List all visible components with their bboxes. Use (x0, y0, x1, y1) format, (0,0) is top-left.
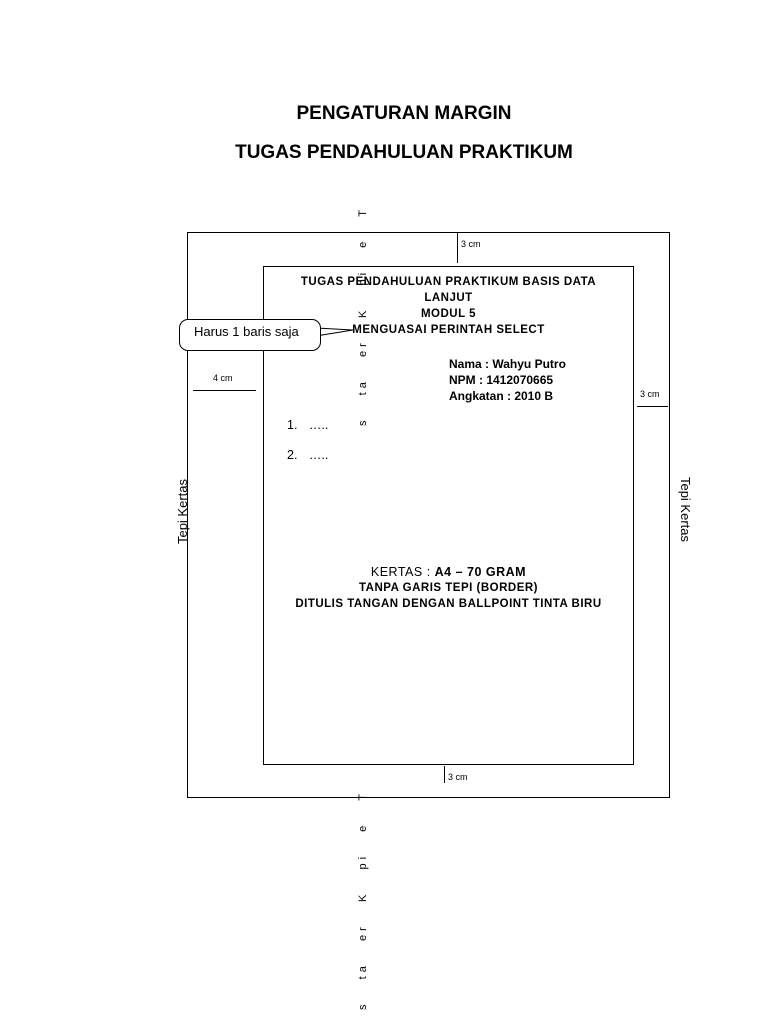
module-label: MODUL 5 (420, 308, 477, 320)
bottom-margin-line (444, 766, 445, 783)
edge-label-left: Tepi Kertas (175, 478, 191, 545)
paper-spec-value: A4 – 70 GRAM (434, 565, 527, 579)
paper-spec (263, 565, 634, 579)
course-title-line1: TUGAS PENDAHULUAN PRAKTIKUM BASIS DATA (300, 276, 597, 288)
list-item (287, 418, 328, 432)
bottom-margin-label: 3 cm (448, 772, 468, 782)
border-note: TANPA GARIS TEPI (BORDER) (358, 582, 539, 594)
edge-label-top: s ta er K pi e T (357, 206, 369, 427)
list-item-number: 2. (287, 448, 298, 462)
callout-note: Harus 1 baris saja (179, 319, 321, 351)
top-margin-label: 3 cm (461, 239, 481, 249)
left-margin-label: 4 cm (213, 373, 233, 383)
edge-label-right: Tepi Kertas (678, 476, 694, 543)
top-margin-line (457, 233, 458, 263)
ink-note: DITULIS TANGAN DENGAN BALLPOINT TINTA BIRU (295, 598, 602, 610)
page-subtitle: TUGAS PENDAHULUAN PRAKTIKUM (235, 142, 573, 163)
list-item (287, 448, 328, 462)
list-item-text: ….. (308, 418, 329, 432)
student-npm: NPM : 1412070665 (449, 373, 554, 387)
paper-spec-label: KERTAS : (370, 565, 435, 579)
list-item-number: 1. (287, 418, 298, 432)
student-angkatan: Angkatan : 2010 B (449, 389, 554, 403)
course-title-line2: LANJUT (424, 292, 473, 304)
right-margin-label: 3 cm (640, 389, 660, 399)
left-margin-line (193, 390, 256, 391)
page-title: PENGATURAN MARGIN (296, 103, 512, 124)
student-name: Nama : Wahyu Putro (449, 357, 566, 371)
list-item-text: ….. (308, 448, 329, 462)
module-topic: MENGUASAI PERINTAH SELECT (352, 324, 545, 336)
edge-label-bottom: s ta er K pi e T (357, 790, 369, 1011)
right-margin-line (637, 406, 668, 407)
